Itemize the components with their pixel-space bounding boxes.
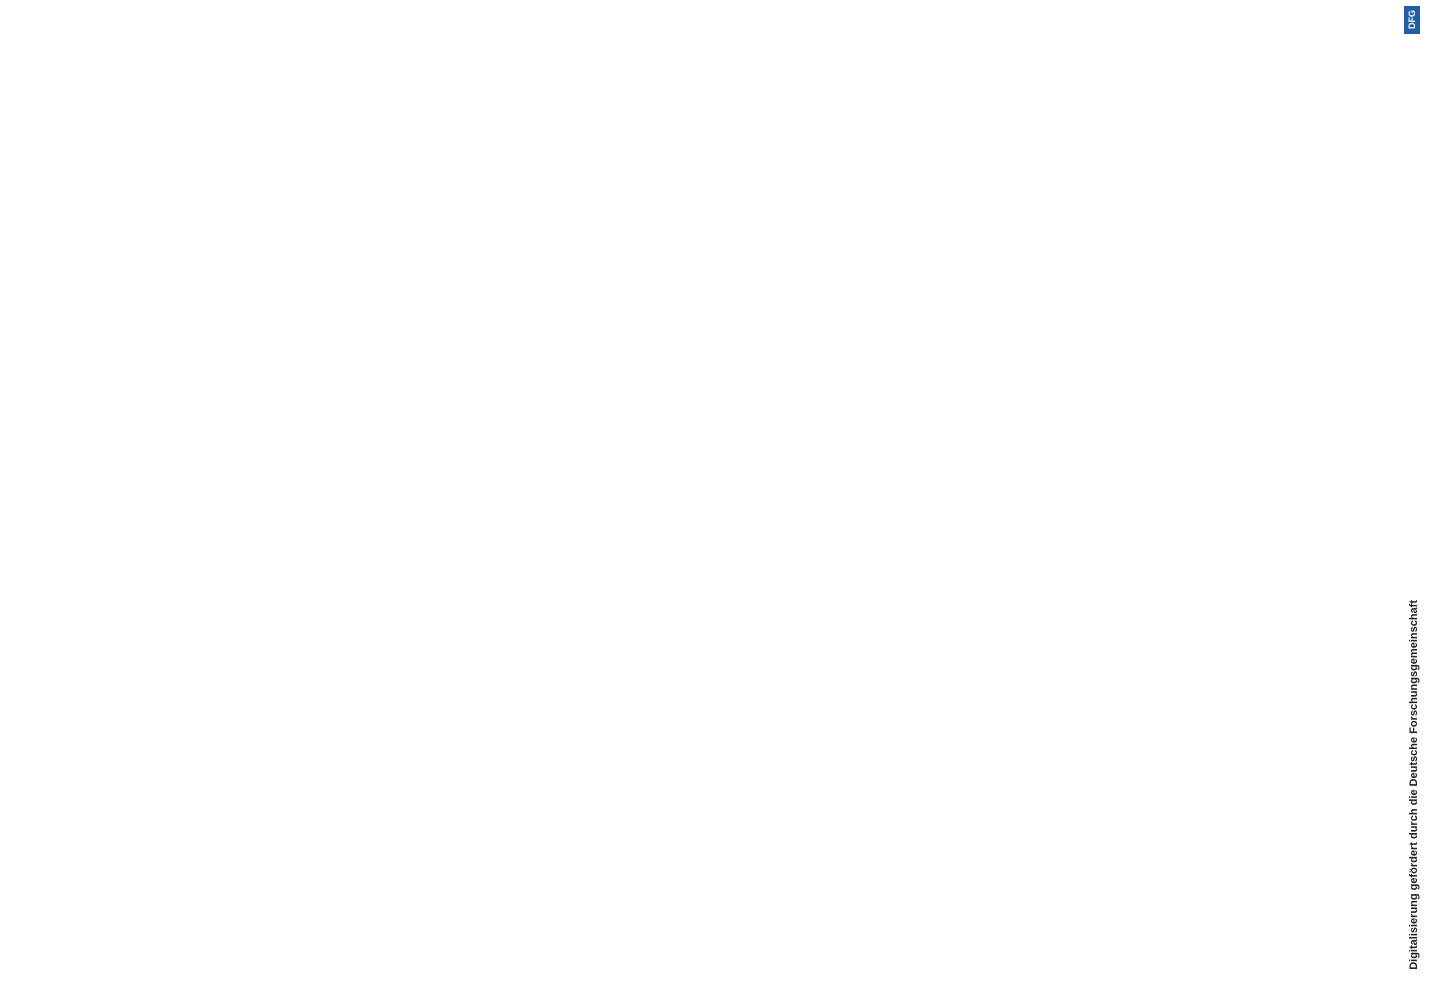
dfg-logo-icon: DFG [1404, 6, 1420, 34]
digitization-sidebar [1406, 0, 1426, 1000]
digitization-credit: Digitalisierung gefördert durch die Deutsche Forschungsgemeinschaft [1408, 600, 1420, 970]
